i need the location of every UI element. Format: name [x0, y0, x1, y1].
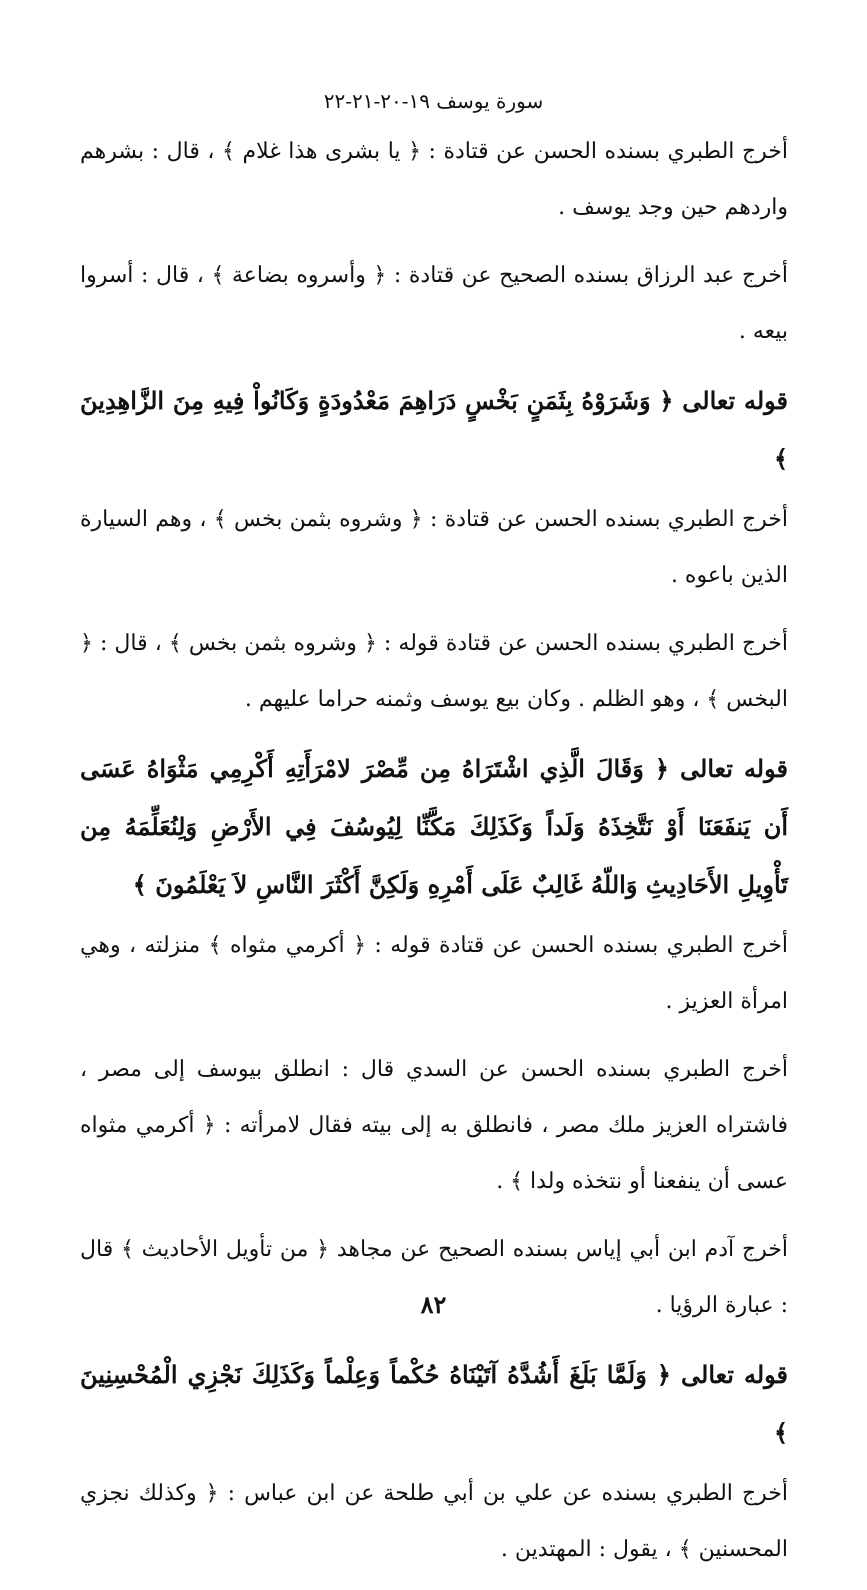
- narration-paragraph: أخرج الطبري بسنده الحسن عن قتادة قوله : ﴿ وشروه بثمن بخس ﴾ ، قال : ﴿ البخس ﴾ ، وهو الظلم . وكان بيع يوسف وثمنه حراما عليهم .: [80, 631, 788, 712]
- narration-paragraph: أخرج آدم ابن أبي إياس بسنده الصحيح عن مجاهد ﴿ من تأويل الأحاديث ﴾ قال : عبارة الرؤيا .: [80, 1237, 788, 1318]
- running-header: سورة يوسف ١٩-٢٠-٢١-٢٢: [323, 89, 544, 113]
- narration-paragraph: أخرج الطبري بسنده الحسن عن قتادة : ﴿ يا بشرى هذا غلام ﴾ ، قال : بشرهم واردهم حين وجد يوسف .: [80, 139, 788, 220]
- page-number: ٨٢: [420, 1290, 447, 1319]
- verse-heading: قوله تعالى ﴿ وَشَرَوْهُ بِثَمَنٍ بَخْسٍ دَرَاهِمَ مَعْدُودَةٍ وَكَانُواْ فِيهِ مِنَ الزَّاهِدِينَ ﴾: [80, 386, 788, 473]
- narration-paragraph: أخرج الطبري بسنده عن علي بن أبي طلحة عن ابن عباس : ﴿ وكذلك نجزي المحسنين ﴾ ، يقول : المهتدين .: [80, 1481, 788, 1562]
- narration-paragraph: أخرج الطبري بسنده الحسن عن قتادة : ﴿ وشروه بثمن بخس ﴾ ، وهم السيارة الذين باعوه .: [80, 507, 788, 588]
- verse-heading: قوله تعالى ﴿ وَقَالَ الَّذِي اشْتَرَاهُ مِن مِّصْرَ لامْرَأَتِهِ أَكْرِمِي مَثْوَاهُ عَسَى أَن يَنفَعَنَا أَوْ نَتَّخِذَهُ وَلَداً وَكَذَلِكَ مَكَّنِّا لِيُوسُفَ فِي الأَرْضِ وَلِنُعَلِّمَهُ مِن تَأْوِيلِ الأَحَادِيثِ وَاللّهُ غَالِبٌ عَلَى أَمْرِهِ وَلَكِنَّ أَكْثَرَ النَّاسِ لاَ يَعْلَمُونَ ﴾: [80, 754, 788, 899]
- page-body: [80, 124, 788, 1590]
- narration-paragraph: أخرج الطبري بسنده الحسن عن السدي قال : انطلق بيوسف إلى مصر ، فاشتراه العزيز ملك مصر ، فانطلق به إلى بيته فقال لامرأته : ﴿ أكرمي مثواه عسى أن ينفعنا أو نتخذه ولدا ﴾ .: [80, 1057, 788, 1194]
- narration-paragraph: أخرج عبد الرزاق بسنده الصحيح عن قتادة : ﴿ وأسروه بضاعة ﴾ ، قال : أسروا بيعه .: [80, 263, 788, 344]
- verse-heading: قوله تعالى ﴿ وَلَمَّا بَلَغَ أَشُدَّهُ آتَيْنَاهُ حُكْماً وَعِلْماً وَكَذَلِكَ نَجْزِي الْمُحْسِنِينَ ﴾: [80, 1360, 788, 1447]
- narration-paragraph: أخرج الطبري بسنده الحسن عن قتادة قوله : ﴿ أكرمي مثواه ﴾ منزلته ، وهي امرأة العزيز .: [80, 933, 788, 1014]
